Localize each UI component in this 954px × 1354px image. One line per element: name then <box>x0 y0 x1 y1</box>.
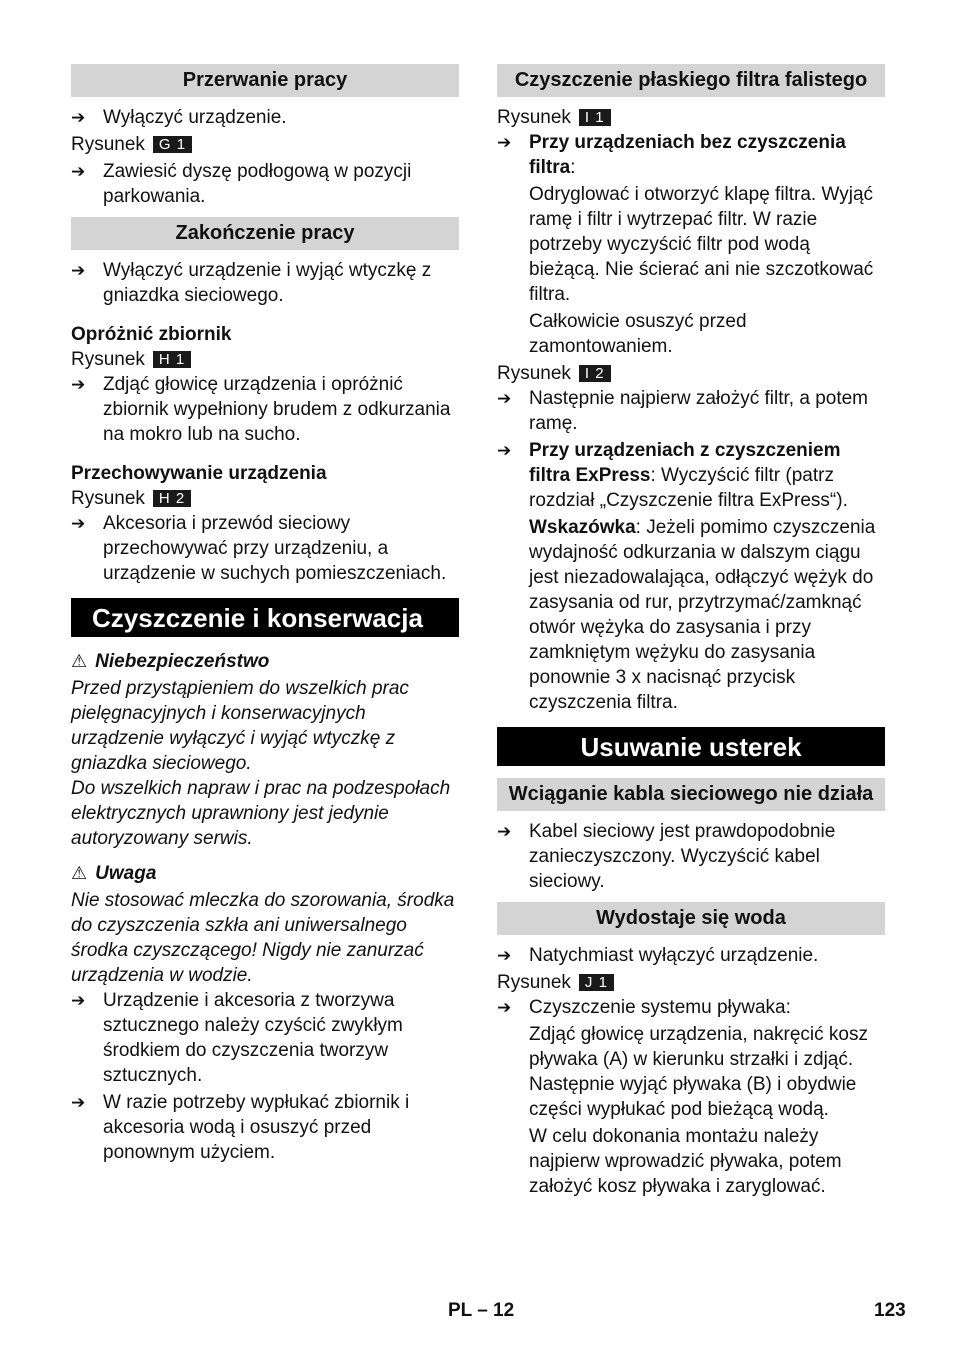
arrow-right-icon: ➔ <box>71 108 86 127</box>
section-heading-filter-cleaning: Czyszczenie płaskiego filtra falistego <box>497 64 885 97</box>
arrow-right-icon: ➔ <box>497 441 512 460</box>
list-item: ➔ W razie potrzeby wypłukać zbiornik i akcesoria wodą i osuszyć przed ponownym użyciem. <box>71 1092 410 1163</box>
list-item: ➔ Kabel sieciowy jest prawdopodobnie zanieczyszczony. Wyczyścić kabel sieciowy. <box>497 821 836 892</box>
list-item: ➔ Wyłączyć urządzenie i wyjąć wtyczkę z gniazdka sieciowego. <box>71 260 432 306</box>
right-column <box>497 64 885 1199</box>
arrow-right-icon: ➔ <box>71 514 86 533</box>
paragraph: Całkowicie osuszyć przed zamontowaniem. <box>529 311 747 357</box>
figure-reference: Rysunek H 2 <box>71 486 459 511</box>
list-item: ➔ Zdjąć głowicę urządzenia i opróżnić zbiornik wypełniony brudem z odkurzania na mokro lub na sucho. <box>71 374 451 445</box>
arrow-right-icon: ➔ <box>71 261 86 280</box>
warning-text: Przed przystąpieniem do wszelkich prac pielęgnacyjnych i konserwacyjnych urządzenie wyłączyć i wyjąć wtyczkę z gniazdka sieciowego. <box>71 678 409 774</box>
figure-badge: I 1 <box>579 109 611 126</box>
list-item: ➔ Natychmiast wyłączyć urządzenie. <box>497 945 819 966</box>
arrow-right-icon: ➔ <box>71 162 86 181</box>
chapter-heading-cleaning: Czyszczenie i konserwacja <box>71 598 459 637</box>
list-item: ➔ Akcesoria i przewód sieciowy przechowywać przy urządzeniu, a urządzenie w suchych pomieszczeniach. <box>71 513 447 584</box>
arrow-right-icon: ➔ <box>497 389 512 408</box>
figure-reference: Rysunek I 2 <box>497 361 885 386</box>
footer-page-number: 123 <box>874 1300 906 1321</box>
subsection-heading-empty-tank: Opróżnić zbiornik <box>71 324 232 345</box>
section-heading-cable: Wciąganie kabla sieciowego nie działa <box>497 778 885 811</box>
subsection-heading-storage: Przechowywanie urządzenia <box>71 463 327 484</box>
list-item: ➔ Przy urządzeniach z czyszczeniem filtra ExPress: Wyczyścić filtr (patrz rozdział „Czyszczenie filtra ExPress“). <box>497 440 848 511</box>
footer-language-page: PL – 12 <box>448 1300 515 1321</box>
section-heading-interrupt: Przerwanie pracy <box>71 64 459 97</box>
chapter-heading-troubleshooting: Usuwanie usterek <box>497 727 885 766</box>
paragraph: Zdjąć głowicę urządzenia, nakręcić kosz pływaka (A) w kierunku strzałki i zdjąć. Następnie wyjąć pływaka (B) i obydwie części wypłukać pod bieżącą wodą. <box>529 1024 868 1120</box>
figure-badge: H 1 <box>153 351 191 368</box>
figure-reference: Rysunek I 1 <box>497 105 885 130</box>
figure-badge: I 2 <box>579 365 611 382</box>
warning-heading-caution: ⚠ Uwaga <box>71 863 157 884</box>
list-item: ➔ Zawiesić dyszę podłogową w pozycji parkowania. <box>71 161 412 207</box>
arrow-right-icon: ➔ <box>497 946 512 965</box>
left-column <box>71 64 459 1165</box>
warning-triangle-icon: ⚠ <box>71 863 88 883</box>
section-heading-finish: Zakończenie pracy <box>71 217 459 250</box>
arrow-right-icon: ➔ <box>71 991 86 1010</box>
figure-badge: H 2 <box>153 490 191 507</box>
paragraph: W celu dokonania montażu należy najpierw wprowadzić pływaka, potem założyć kosz pływaka i zaryglować. <box>529 1126 842 1197</box>
figure-badge: G 1 <box>153 136 192 153</box>
arrow-right-icon: ➔ <box>71 1093 86 1112</box>
figure-reference: Rysunek H 1 <box>71 347 459 372</box>
paragraph: Odryglować i otworzyć klapę filtra. Wyjąć ramę i filtr i wytrzepać filtr. W razie potrzeby wyczyścić filtr pod wodą bieżącą. Nie ścierać ani nie szczotkować filtra. <box>529 184 874 305</box>
note-paragraph: Wskazówka: Jeżeli pomimo czyszczenia wydajność odkurzania w dalszym ciągu jest niezadowalająca, odłączyć wężyk do zasysania od rur, przytrzymać/zamknąć otwór wężyka do zasysania i przy zamkniętym wężyku do zasysania ponownie 3 x nacisnąć przycisk czyszczenia filtra. <box>529 517 876 713</box>
figure-reference: Rysunek J 1 <box>497 970 885 995</box>
section-heading-water: Wydostaje się woda <box>497 902 885 935</box>
figure-badge: J 1 <box>579 974 614 991</box>
warning-text: Do wszelkich napraw i prac na podzespołach elektrycznych uprawniony jest jedynie autoryzowany serwis. <box>71 778 451 849</box>
arrow-right-icon: ➔ <box>497 998 512 1017</box>
list-item: ➔ Następnie najpierw założyć filtr, a potem ramę. <box>497 388 868 434</box>
list-item: ➔ Urządzenie i akcesoria z tworzywa sztucznego należy czyścić zwykłym środkiem do czyszczenia tworzyw sztucznych. <box>71 990 403 1086</box>
arrow-right-icon: ➔ <box>71 375 86 394</box>
warning-triangle-icon: ⚠ <box>71 651 88 671</box>
warning-heading-danger: ⚠ Niebezpieczeństwo <box>71 651 270 672</box>
list-item: ➔ Czyszczenie systemu pływaka: <box>497 997 791 1018</box>
figure-reference: Rysunek G 1 <box>71 132 459 157</box>
arrow-right-icon: ➔ <box>497 133 512 152</box>
list-item: ➔ Przy urządzeniach bez czyszczenia filtra: <box>497 132 846 178</box>
warning-text: Nie stosować mleczka do szorowania, środka do czyszczenia szkła ani uniwersalnego środka czyszczącego! Nigdy nie zanurzać urządzenia w wodzie. <box>71 890 455 986</box>
list-item: ➔ Wyłączyć urządzenie. <box>71 107 287 128</box>
arrow-right-icon: ➔ <box>497 822 512 841</box>
